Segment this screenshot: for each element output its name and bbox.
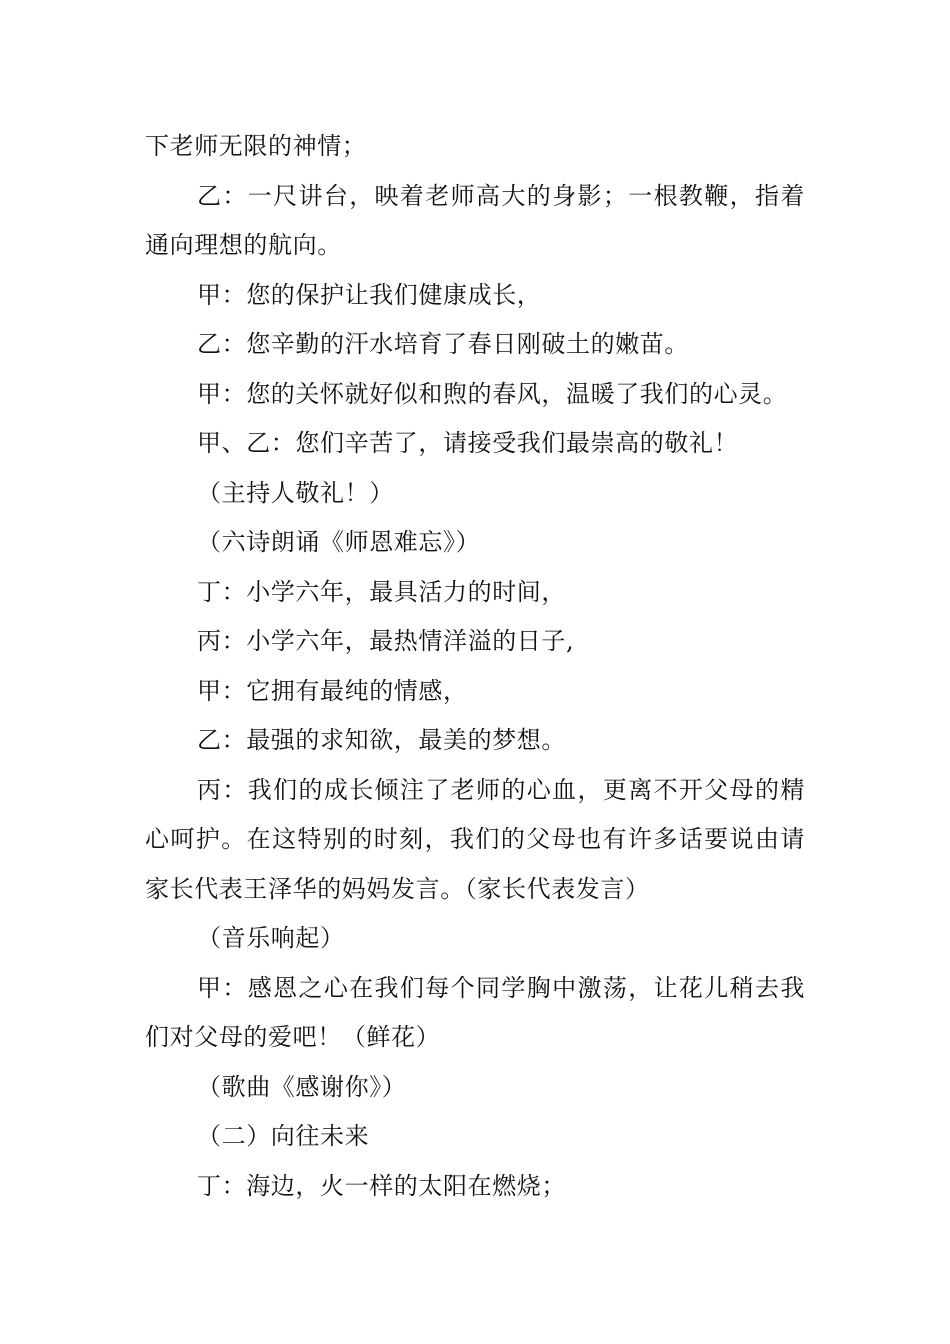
paragraph: 丁：海边，火一样的太阳在燃烧； — [197, 1171, 566, 1200]
paragraph: （二）向往未来 — [197, 1122, 370, 1150]
paragraph: 甲、乙：您们辛苦了，请接受我们最崇高的敬礼！ — [197, 429, 739, 457]
paragraph: 甲：感恩之心在我们每个同学胸中激荡，让花儿稍去我们对父母的爱吧！（鲜花） — [145, 973, 805, 1051]
document-body — [145, 122, 805, 1211]
paragraph: （主持人敬礼！） — [197, 478, 394, 507]
paragraph: 丁：小学六年，最具活力的时间， — [197, 577, 566, 606]
paragraph: 甲：您的关怀就好似和煦的春风，温暖了我们的心灵。 — [197, 379, 788, 408]
paragraph: 乙：一尺讲台，映着老师高大的身影；一根教鞭，指着通向理想的航向。 — [145, 181, 805, 259]
paragraph: 乙：最强的求知欲，最美的梦想。 — [197, 726, 566, 754]
paragraph: （六诗朗诵《师恩难忘》） — [197, 528, 481, 556]
paragraph: 乙：您辛勤的汗水培育了春日刚破土的嫩苗。 — [197, 330, 689, 358]
paragraph: 甲：您的保护让我们健康成长， — [197, 280, 542, 309]
paragraph: 甲：它拥有最纯的情感， — [197, 676, 468, 705]
paragraph: 丙：我们的成长倾注了老师的心血，更离不开父母的精心呵护。在这特别的时刻，我们的父母也有许多话要说由请家长代表王泽华的妈妈发言。（家长代表发言） — [145, 775, 805, 903]
paragraph: （歌曲《感谢你》） — [197, 1072, 407, 1101]
paragraph: 丙：小学六年，最热情洋溢的日子, — [197, 627, 575, 655]
paragraph: 下老师无限的神情； — [145, 132, 367, 160]
paragraph: （音乐响起） — [197, 924, 345, 952]
